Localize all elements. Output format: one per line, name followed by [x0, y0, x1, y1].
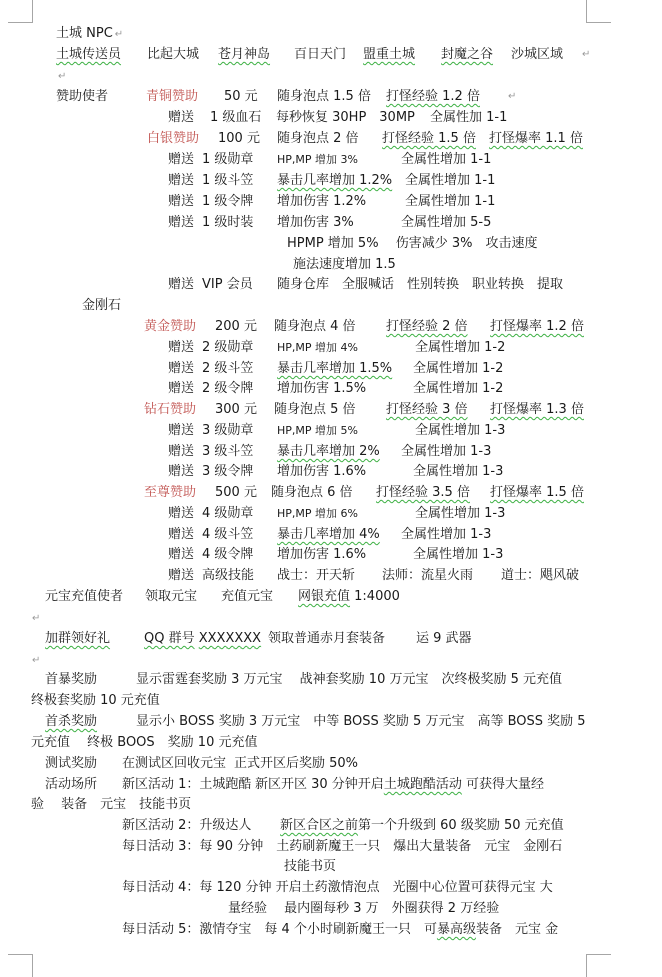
empty-paragraph: ↵	[58, 71, 67, 82]
vip-row-wrap: 金刚石	[82, 298, 122, 313]
teleporter-label: 土城传送员	[56, 47, 122, 62]
destination: 沙城区域	[511, 47, 564, 62]
sponsor-label: 赞助使者	[56, 89, 109, 104]
destination: 苍月神岛	[218, 47, 271, 62]
tier-name: 白银赞助	[147, 131, 200, 146]
crop-mark-top-left	[8, 0, 33, 23]
first-burst-wrap: 终极套奖励 10 元充值	[31, 693, 160, 708]
tier-extra-2: 施法速度增加 1.5	[293, 257, 396, 272]
crop-mark-bottom-right	[586, 954, 611, 977]
event-1-wrap: 验 装备 元宝 技能书页	[31, 797, 192, 812]
event-3-line: 每日活动 3：每 90 分钟 土药刷新魔王一只 爆出大量装备 元宝 金刚石	[122, 839, 563, 854]
tier-extra-1: HPMP 增加 5% 伤害减少 3% 攻击速度	[287, 236, 538, 251]
tier-exp: 打怪经验 1.2 倍	[386, 89, 480, 104]
event-3-wrap: 技能书页	[284, 859, 337, 874]
tier-price: 50 元	[224, 89, 258, 104]
first-kill-wrap: 元充值 终极 BOOS 奖励 10 元充值	[31, 735, 258, 750]
event-5-line: 每日活动 5：激情夺宝 每 4 个小时刷新魔王一只 可暴高级装备 元宝 金	[122, 922, 559, 937]
empty-paragraph: ↵	[32, 613, 41, 624]
event-4-wrap: 量经验 最内圈每秒 3 万 外圈获得 2 万经验	[228, 901, 500, 916]
crop-mark-bottom-left	[8, 954, 33, 977]
tier-pao: 随身泡点 1.5 倍	[277, 89, 371, 104]
tier-name: 青铜赞助	[146, 89, 199, 104]
destination: 比起大城	[147, 47, 200, 62]
destination: 百日天门	[294, 47, 347, 62]
tier-name: 至尊赞助	[144, 485, 197, 500]
crop-mark-top-right	[586, 0, 611, 23]
document-page: 土城 NPC ↵ 土城传送员 比起大城 苍月神岛 百日天门 盟重土城 封魔之谷 沙城区域 ↵ ↵ 赞助使者 青铜赞助 50 元 随身泡点 1.5 倍 打怪经验 1.2 倍 ↵ 赠送 1 级血石 每秒恢复 30HP 30MP 全属性加 1-1 白银赞助 100 元 随身泡点 2 倍 打怪经验 1.5 倍 打怪爆率 1.1 倍 赠送 1 级勋章 HP,MP 增加 3% 全属性增加 1-1 赠送 1 级斗笠 暴击几率增加 1.2% 全属性增加 1-1 赠送 1 级令牌 增加伤害 1.2% 全属性增加 1-1 赠送 1 级时装 增加伤害 3% 全属性增加 5-5 HPMP 增加 5% 伤害减少 3% 攻击速度 施法速度增加 1.5 赠送 VIP 会员 随身仓库 全服喊话 性别转换 职业转换 提取 金刚石 黄金赞助 200 元 随身泡点 4 倍 打怪经验 2 倍 打怪爆率 1.2 倍 赠送 2 级勋章 HP,MP 增加 4% 全属性增加 1-2 赠送 2 级斗笠 暴击几率增加 1.5% 全属性增加 1-2 赠送 2 级令牌 增加伤害 1.5% 全属性增加 1-2 钻石赞助 300 元 随身泡点 5 倍 打怪经验 3 倍 打怪爆率 1.3 倍 赠送 3 级勋章 HP,MP 增加 5% 全属性增加 1-3 赠送 3 级斗笠 暴击几率增加 2% 全属性增加 1-3 赠送 3 级令牌 增加伤害 1.6% 全属性增加 1-3 至尊赞助 500 元 随身泡点 6 倍 打怪经验 3.5 倍 打怪爆率 1.5 倍 赠送 4 级勋章 HP,MP 增加 6% 全属性增加 1-3 赠送 4 级斗笠 暴击几率增加 4% 全属性增加 1-3 赠送 4 级令牌 增加伤害 1.6% 全属性增加 1-3 赠送 高级技能 战士：开天斩 法师：流星火雨 道士：飓风破 元宝充值使者 领取元宝 充值元宝 网银充值 1:4000 ↵ 加群领好礼 QQ 群号 XXXXXXX 领取普通赤月套装备 运 9 武器 ↵ 首暴奖励 显示雷霆套奖励 3 万元宝 战神套奖励 10 万元宝 次终极奖励 5 元充值 终极套奖励 10 元充值 首杀奖励 显示小 BOSS 奖励 3 万元宝 中等 BOSS 奖励 5 万元宝 高等 BOSS 奖励 5 元充值 终极 BOOS 奖励 10 元充值 测试奖励 在测试区回收元宝 正式开区后奖励 50% 活动场所 新区活动 1：土城跑酷 新区开区 30 分钟开启土城跑酷活动 可获得大量经 验 装备 元宝 技能书页 新区活动 2：升级达人 新区合区之前第一个升级到 60 级奖励 50 元充值 每日活动 3：每 90 分钟 土药刷新魔王一只 爆出大量装备 元宝 金刚石 技能书页 每日活动 4：每 120 分钟 开启土药激情泡点 光圈中心位置可获得元宝 大 量经验 最内圈每秒 3 万 外圈获得 2 万经验 每日活动 5：激情夺宝 每 4 个小时刷新魔王一只 可暴高级装备 元宝 金	[0, 0, 662, 976]
tier-name: 黄金赞助	[144, 319, 197, 334]
doc-title: 土城 NPC ↵	[56, 26, 124, 41]
event-4-line: 每日活动 4：每 120 分钟 开启土药激情泡点 光圈中心位置可获得元宝 大	[122, 880, 553, 895]
empty-paragraph: ↵	[32, 655, 41, 666]
destination: 封魔之谷	[441, 47, 494, 62]
tier-name: 钻石赞助	[144, 402, 197, 417]
destination: 盟重土城	[363, 47, 416, 62]
